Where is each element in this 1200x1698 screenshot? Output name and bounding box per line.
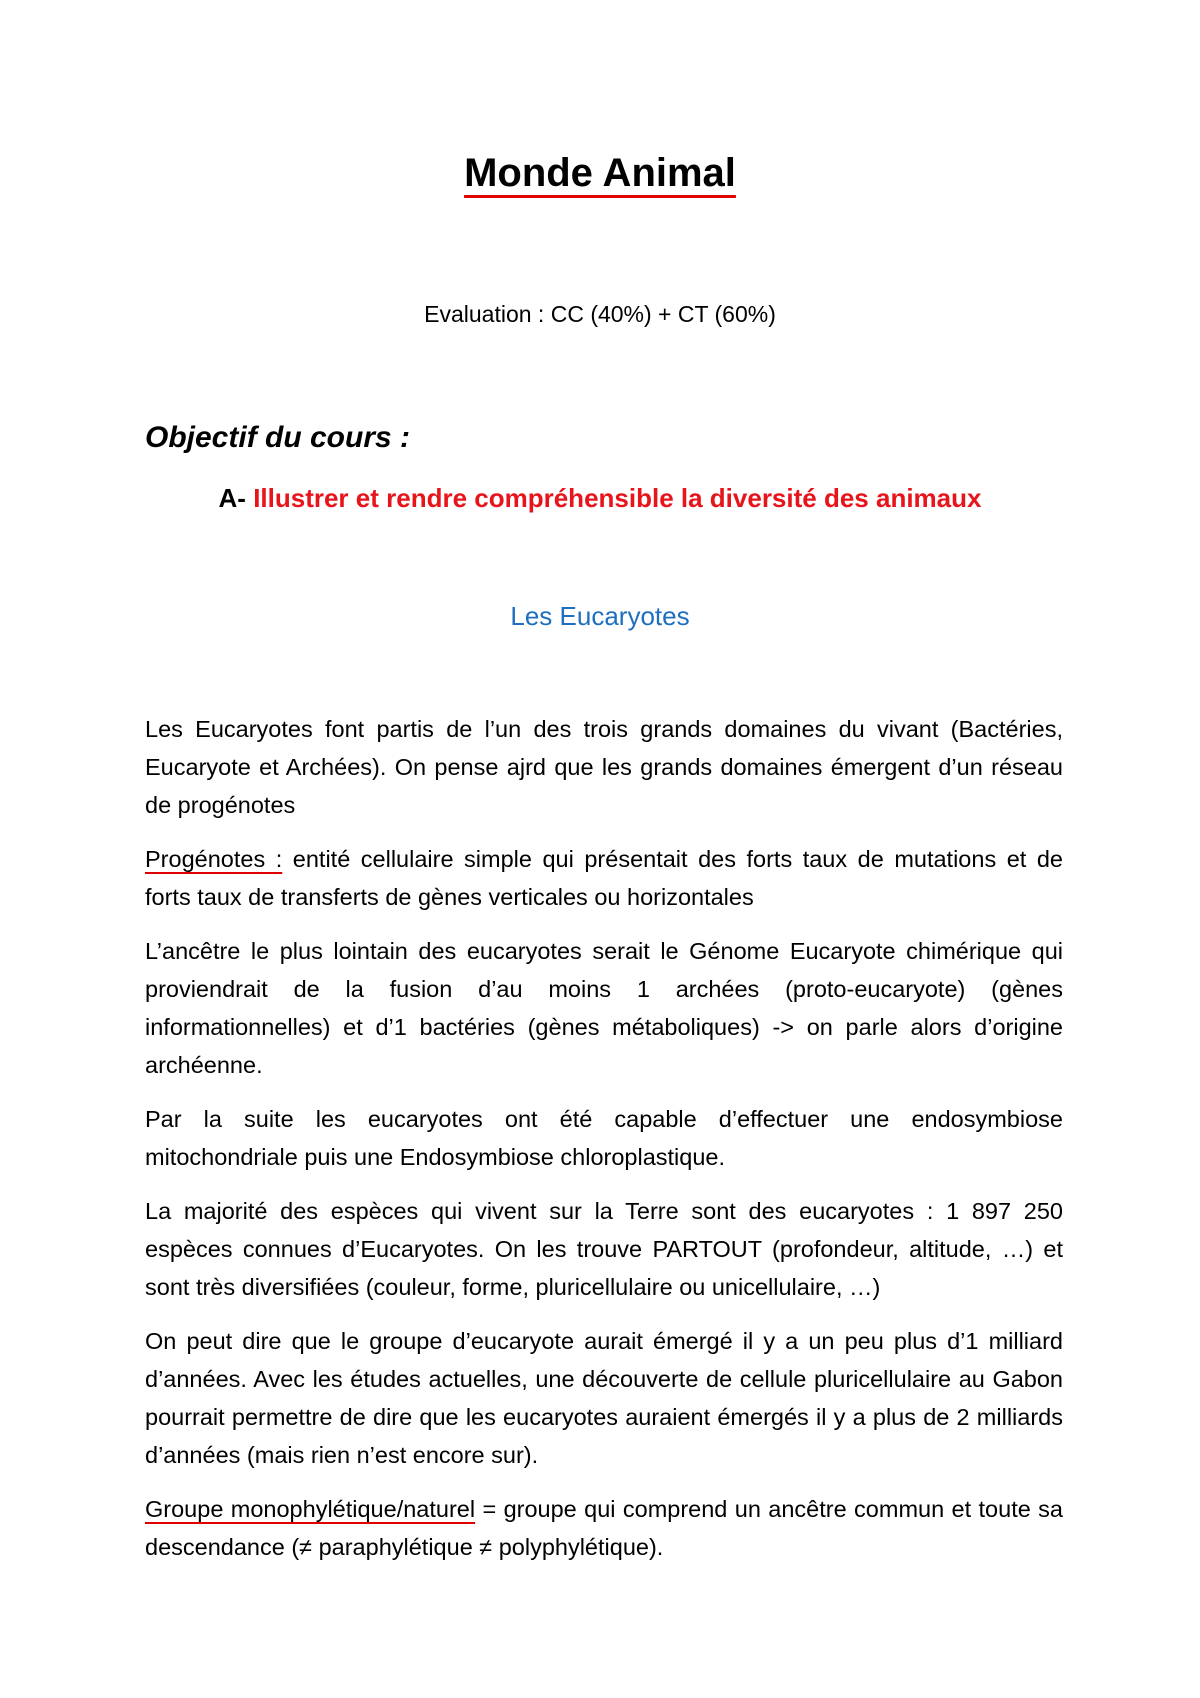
definition-progenotes: entité cellulaire simple qui présentait des forts taux de mutations et de forts taux de transferts de gènes verticales ou horizontales: [145, 846, 1063, 910]
course-goal: [0, 480, 1200, 516]
goal-text: Illustrer et rendre compréhensible la diversité des animaux: [253, 483, 982, 513]
paragraph-species: La majorité des espèces qui vivent sur la Terre sont des eucaryotes : 1 897 250 espèces connues d’Eucaryotes. On les trouve PARTOUT (profondeur, altitude, …) et sont très diversifiées (couleur, forme, pluricellulaire ou unicellulaire, …): [145, 1198, 1063, 1300]
paragraph-domains: Les Eucaryotes font partis de l’un des trois grands domaines du vivant (Bactéries, Eucaryote et Archées). On pense ajrd que les grands domaines émergent d’un réseau de progénotes: [145, 716, 1063, 818]
paragraph-progenotes: [145, 840, 1063, 916]
paragraph-ancestor: L’ancêtre le plus lointain des eucaryotes serait le Génome Eucaryote chimérique qui proviendrait de la fusion d’au moins 1 archées (proto-eucaryote) (gènes informationnelles) et d’1 bactéries (gènes métaboliques) -> on parle alors d’origine archéenne.: [145, 938, 1063, 1078]
term-monophyletic: Groupe monophylétique/naturel: [145, 1496, 476, 1522]
paragraph-monophyletic: [145, 1490, 1063, 1566]
paragraph-endosymbiosis: Par la suite les eucaryotes ont été capable d’effectuer une endosymbiose mitochondriale puis une Endosymbiose chloroplastique.: [145, 1106, 1063, 1170]
definition-monophyletic: = groupe qui comprend un ancêtre commun et toute sa descendance (≠ paraphylétique ≠ polyphylétique).: [145, 1496, 1063, 1560]
goal-prefix: A-: [218, 483, 254, 513]
page-title: [0, 145, 1200, 201]
term-progenotes: Progénotes :: [145, 846, 283, 872]
section-heading: Les Eucaryotes: [510, 601, 690, 631]
evaluation-line: Evaluation : CC (40%) + CT (60%): [424, 301, 776, 327]
body-text: [145, 710, 1063, 1582]
objective-heading: Objectif du cours :: [145, 421, 411, 454]
page-title-text: Monde Animal: [464, 151, 736, 195]
paragraph-emergence: On peut dire que le groupe d’eucaryote aurait émergé il y a un peu plus d’1 milliard d’années. Avec les études actuelles, une découverte de cellule pluricellulaire au Gabon pourrait permettre de dire que les eucaryotes auraient émergés il y a plus de 2 milliards d’années (mais rien n’est encore sur).: [145, 1328, 1063, 1468]
